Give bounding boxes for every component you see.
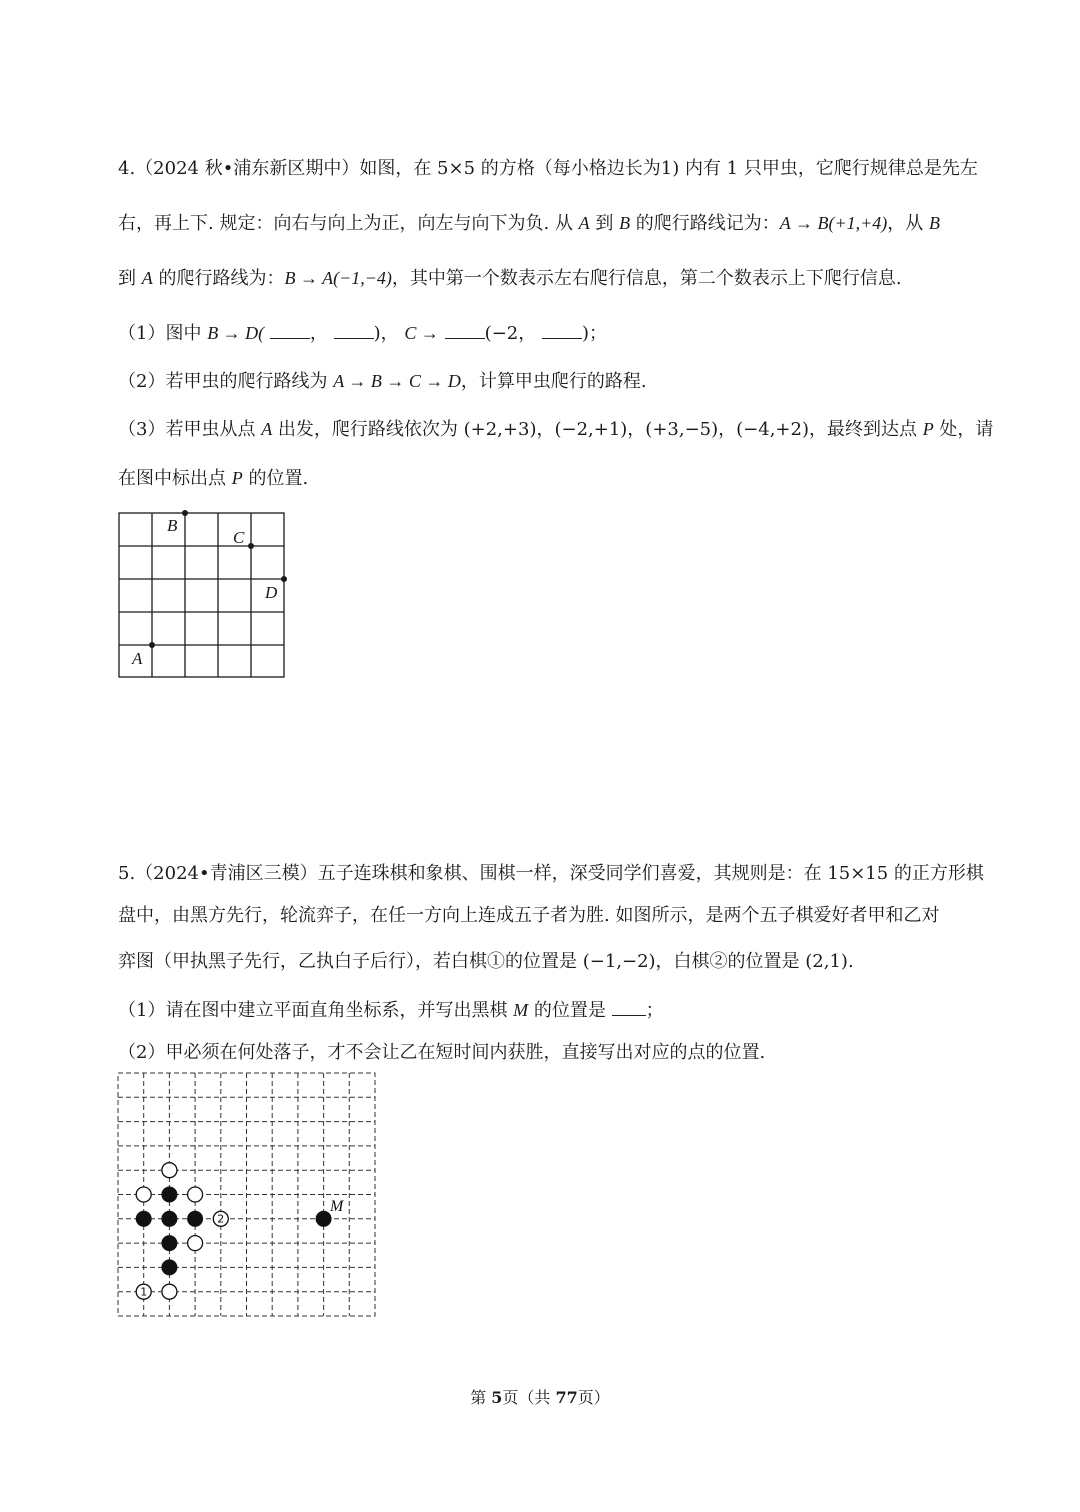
- black-stone: [187, 1211, 203, 1227]
- label-b: B: [167, 516, 178, 535]
- label-c: C: [233, 528, 245, 547]
- page-footer: 第 5页（共 77页）: [470, 1388, 610, 1407]
- white-stone: [136, 1187, 151, 1202]
- answer-blank[interactable]: [334, 322, 374, 339]
- white-stone: [162, 1163, 177, 1178]
- q4-line-2: 右，再上下. 规定：向右与向上为正，向左与向下为负. 从 A 到 B 的爬行路线记为：A → B(+1,+4)，从 B: [118, 213, 940, 234]
- q4-sub-3: （3）若甲虫从点 A 出发，爬行路线依次为 (+2,+3)，(−2,+1)，(+3,−5)，(−4,+2)，最终到达点 P 处，请: [118, 419, 994, 440]
- stone-label-two: 2: [217, 1212, 225, 1226]
- q4-sub-2: （2）若甲虫的爬行路线为 A → B → C → D，计算甲虫爬行的路程.: [118, 371, 647, 392]
- q5-line-1: 5.（2024•青浦区三模）五子连珠棋和象棋、围棋一样，深受同学们喜爱，其规则是：在 15×15 的正方形棋: [118, 863, 984, 884]
- answer-blank[interactable]: [445, 322, 485, 339]
- stone-label-one: 1: [140, 1285, 148, 1299]
- point-c: [248, 543, 254, 549]
- q4-line-1: 4.（2024 秋•浦东新区期中）如图，在 5×5 的方格（每小格边长为1) 内有 1 只甲虫，它爬行规律总是先左: [118, 158, 978, 179]
- black-stone: [161, 1259, 177, 1275]
- q4-sub-1: （1）图中 B → D( ， )， C → (−2， )；: [118, 323, 607, 344]
- black-stone: [161, 1187, 177, 1203]
- q5-sub-1: （1）请在图中建立平面直角坐标系，并写出黑棋 M 的位置是 ；: [118, 1000, 664, 1021]
- answer-blank[interactable]: [270, 322, 310, 339]
- q5-line-2: 盘中，由黑方先行，轮流弈子，在任一方向上连成五子者为胜. 如图所示，是两个五子棋爱好者甲和乙对: [118, 905, 940, 926]
- black-stone: [136, 1211, 152, 1227]
- q4-line-3: 到 A 的爬行路线为：B → A(−1,−4)，其中第一个数表示左右爬行信息，第二个数表示上下爬行信息.: [118, 268, 902, 289]
- white-stone: [188, 1187, 203, 1202]
- q5-gomoku-board: [110, 1065, 382, 1325]
- black-stone: [161, 1235, 177, 1251]
- black-stone: [161, 1211, 177, 1227]
- point-d: [281, 576, 287, 582]
- white-stone: [188, 1236, 203, 1251]
- point-a: [149, 642, 155, 648]
- q4-grid-figure: [110, 500, 300, 685]
- label-d: D: [265, 583, 278, 602]
- q4-sub-3-cont: 在图中标出点 P 的位置.: [118, 468, 309, 489]
- label-a: A: [132, 649, 143, 668]
- white-stone: [162, 1284, 177, 1299]
- q5-line-3: 弈图（甲执黑子先行，乙执白子后行），若白棋①的位置是 (−1,−2)，白棋②的位置是 (2,1).: [118, 951, 854, 972]
- point-b: [182, 510, 188, 516]
- answer-blank[interactable]: [542, 322, 582, 339]
- answer-blank[interactable]: [612, 999, 646, 1016]
- label-m: M: [330, 1198, 344, 1215]
- q5-sub-2: （2）甲必须在何处落子，才不会让乙在短时间内获胜，直接写出对应的点的位置.: [118, 1042, 766, 1063]
